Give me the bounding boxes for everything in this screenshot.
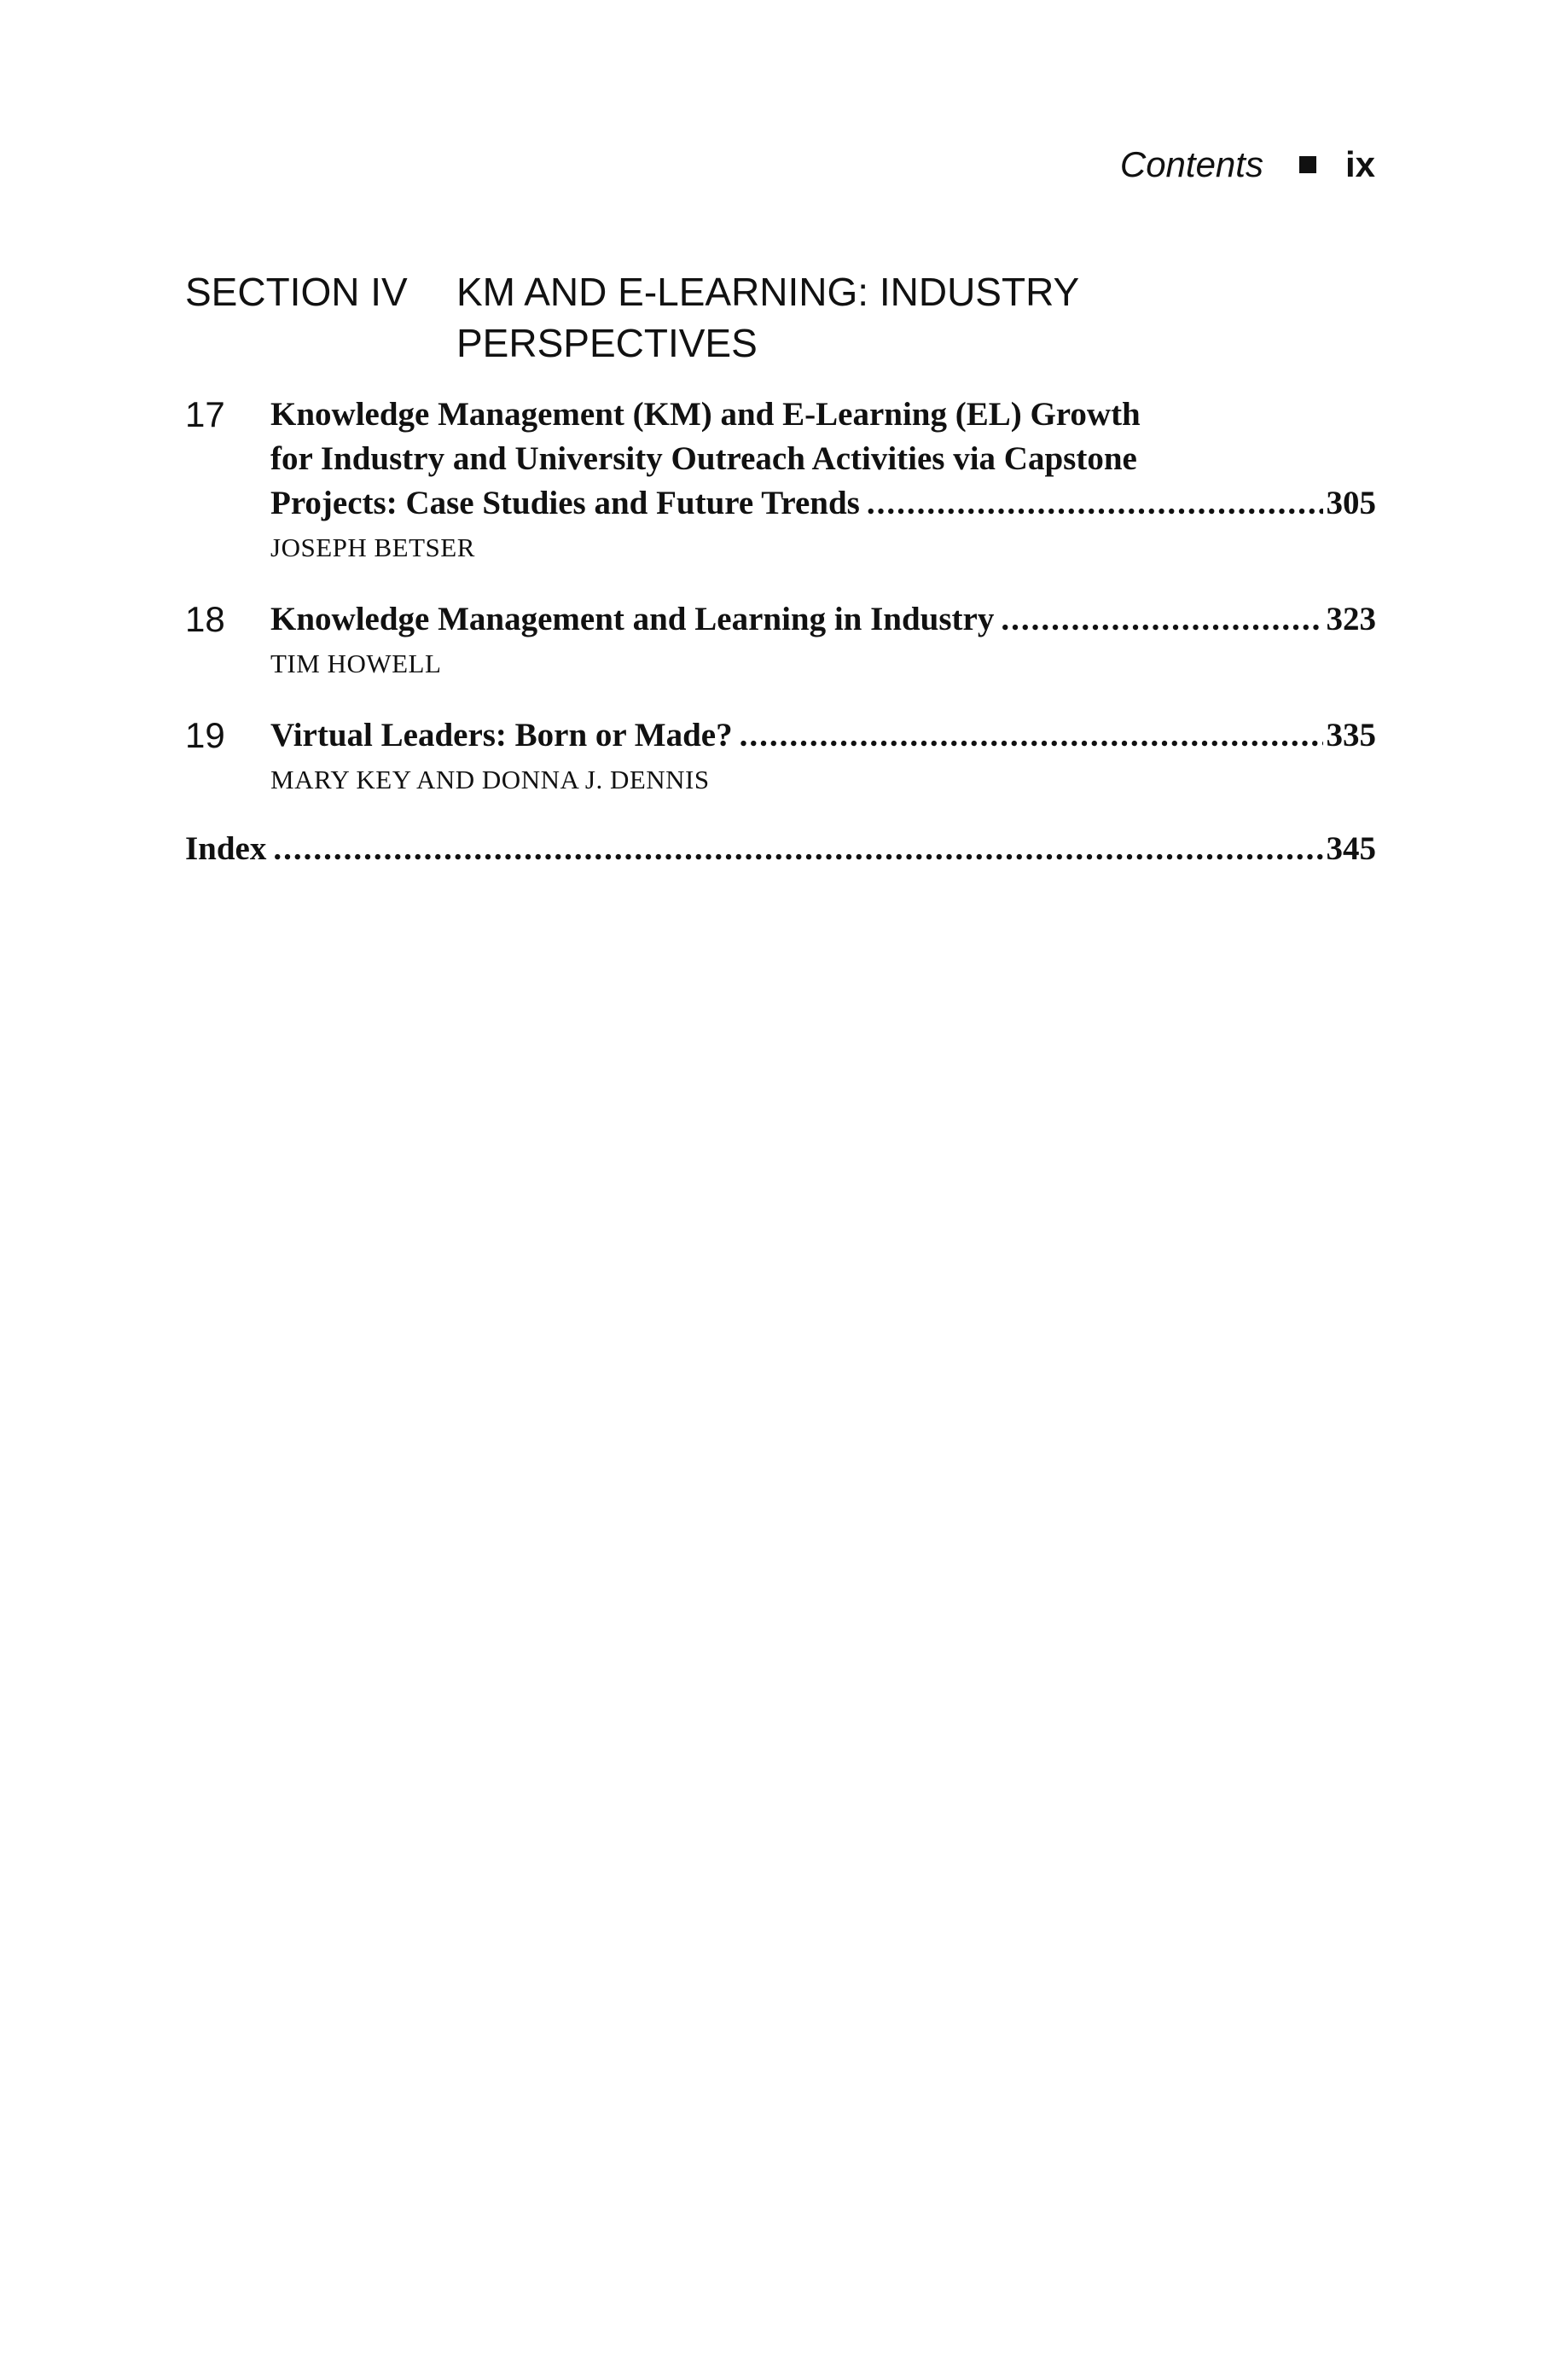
chapter-title-line: Knowledge Management (KM) and E-Learning (EL) Growth (270, 396, 1141, 433)
section-title: KM AND E-LEARNING: INDUSTRY PERSPECTIVES (456, 270, 1079, 365)
chapter-author: JOSEPH BETSER (270, 532, 475, 562)
leader-dots (1001, 597, 1322, 642)
index-page-number: 345 (1326, 830, 1376, 867)
square-bullet-icon (1299, 156, 1316, 173)
chapter-author: TIM HOWELL (270, 649, 442, 678)
chapter-title-last-line: Projects: Case Studies and Future Trends (270, 485, 860, 521)
leader-dots (740, 713, 1323, 758)
section-label: SECTION IV (185, 270, 408, 314)
chapter-title-leader (270, 597, 1376, 642)
leader-dots (273, 827, 1322, 871)
chapter-author: MARY KEY AND DONNA J. DENNIS (270, 765, 710, 794)
index-leader (185, 827, 1376, 871)
chapter-number: 18 (185, 599, 225, 639)
chapter-title-last-line: Knowledge Management and Learning in Industry (270, 601, 995, 637)
leader-dots (867, 481, 1323, 526)
index-label: Index (185, 830, 267, 867)
toc-entry-index[interactable] (185, 827, 1376, 871)
chapter-title-leader (270, 713, 1376, 758)
chapter-title-last-line: Virtual Leaders: Born or Made? (270, 717, 733, 753)
header-title: Contents (1119, 144, 1263, 184)
chapter-title-leader (270, 481, 1376, 526)
chapter-page-number: 323 (1326, 601, 1376, 637)
header-page-number: ix (1344, 144, 1375, 184)
chapter-title-line: for Industry and University Outreach Activities via Capstone (270, 440, 1137, 477)
chapter-number: 17 (185, 394, 225, 434)
chapter-page-number: 335 (1326, 717, 1376, 753)
chapter-number: 19 (185, 715, 225, 755)
running-header (938, 139, 1375, 190)
chapter-page-number: 305 (1326, 485, 1376, 521)
